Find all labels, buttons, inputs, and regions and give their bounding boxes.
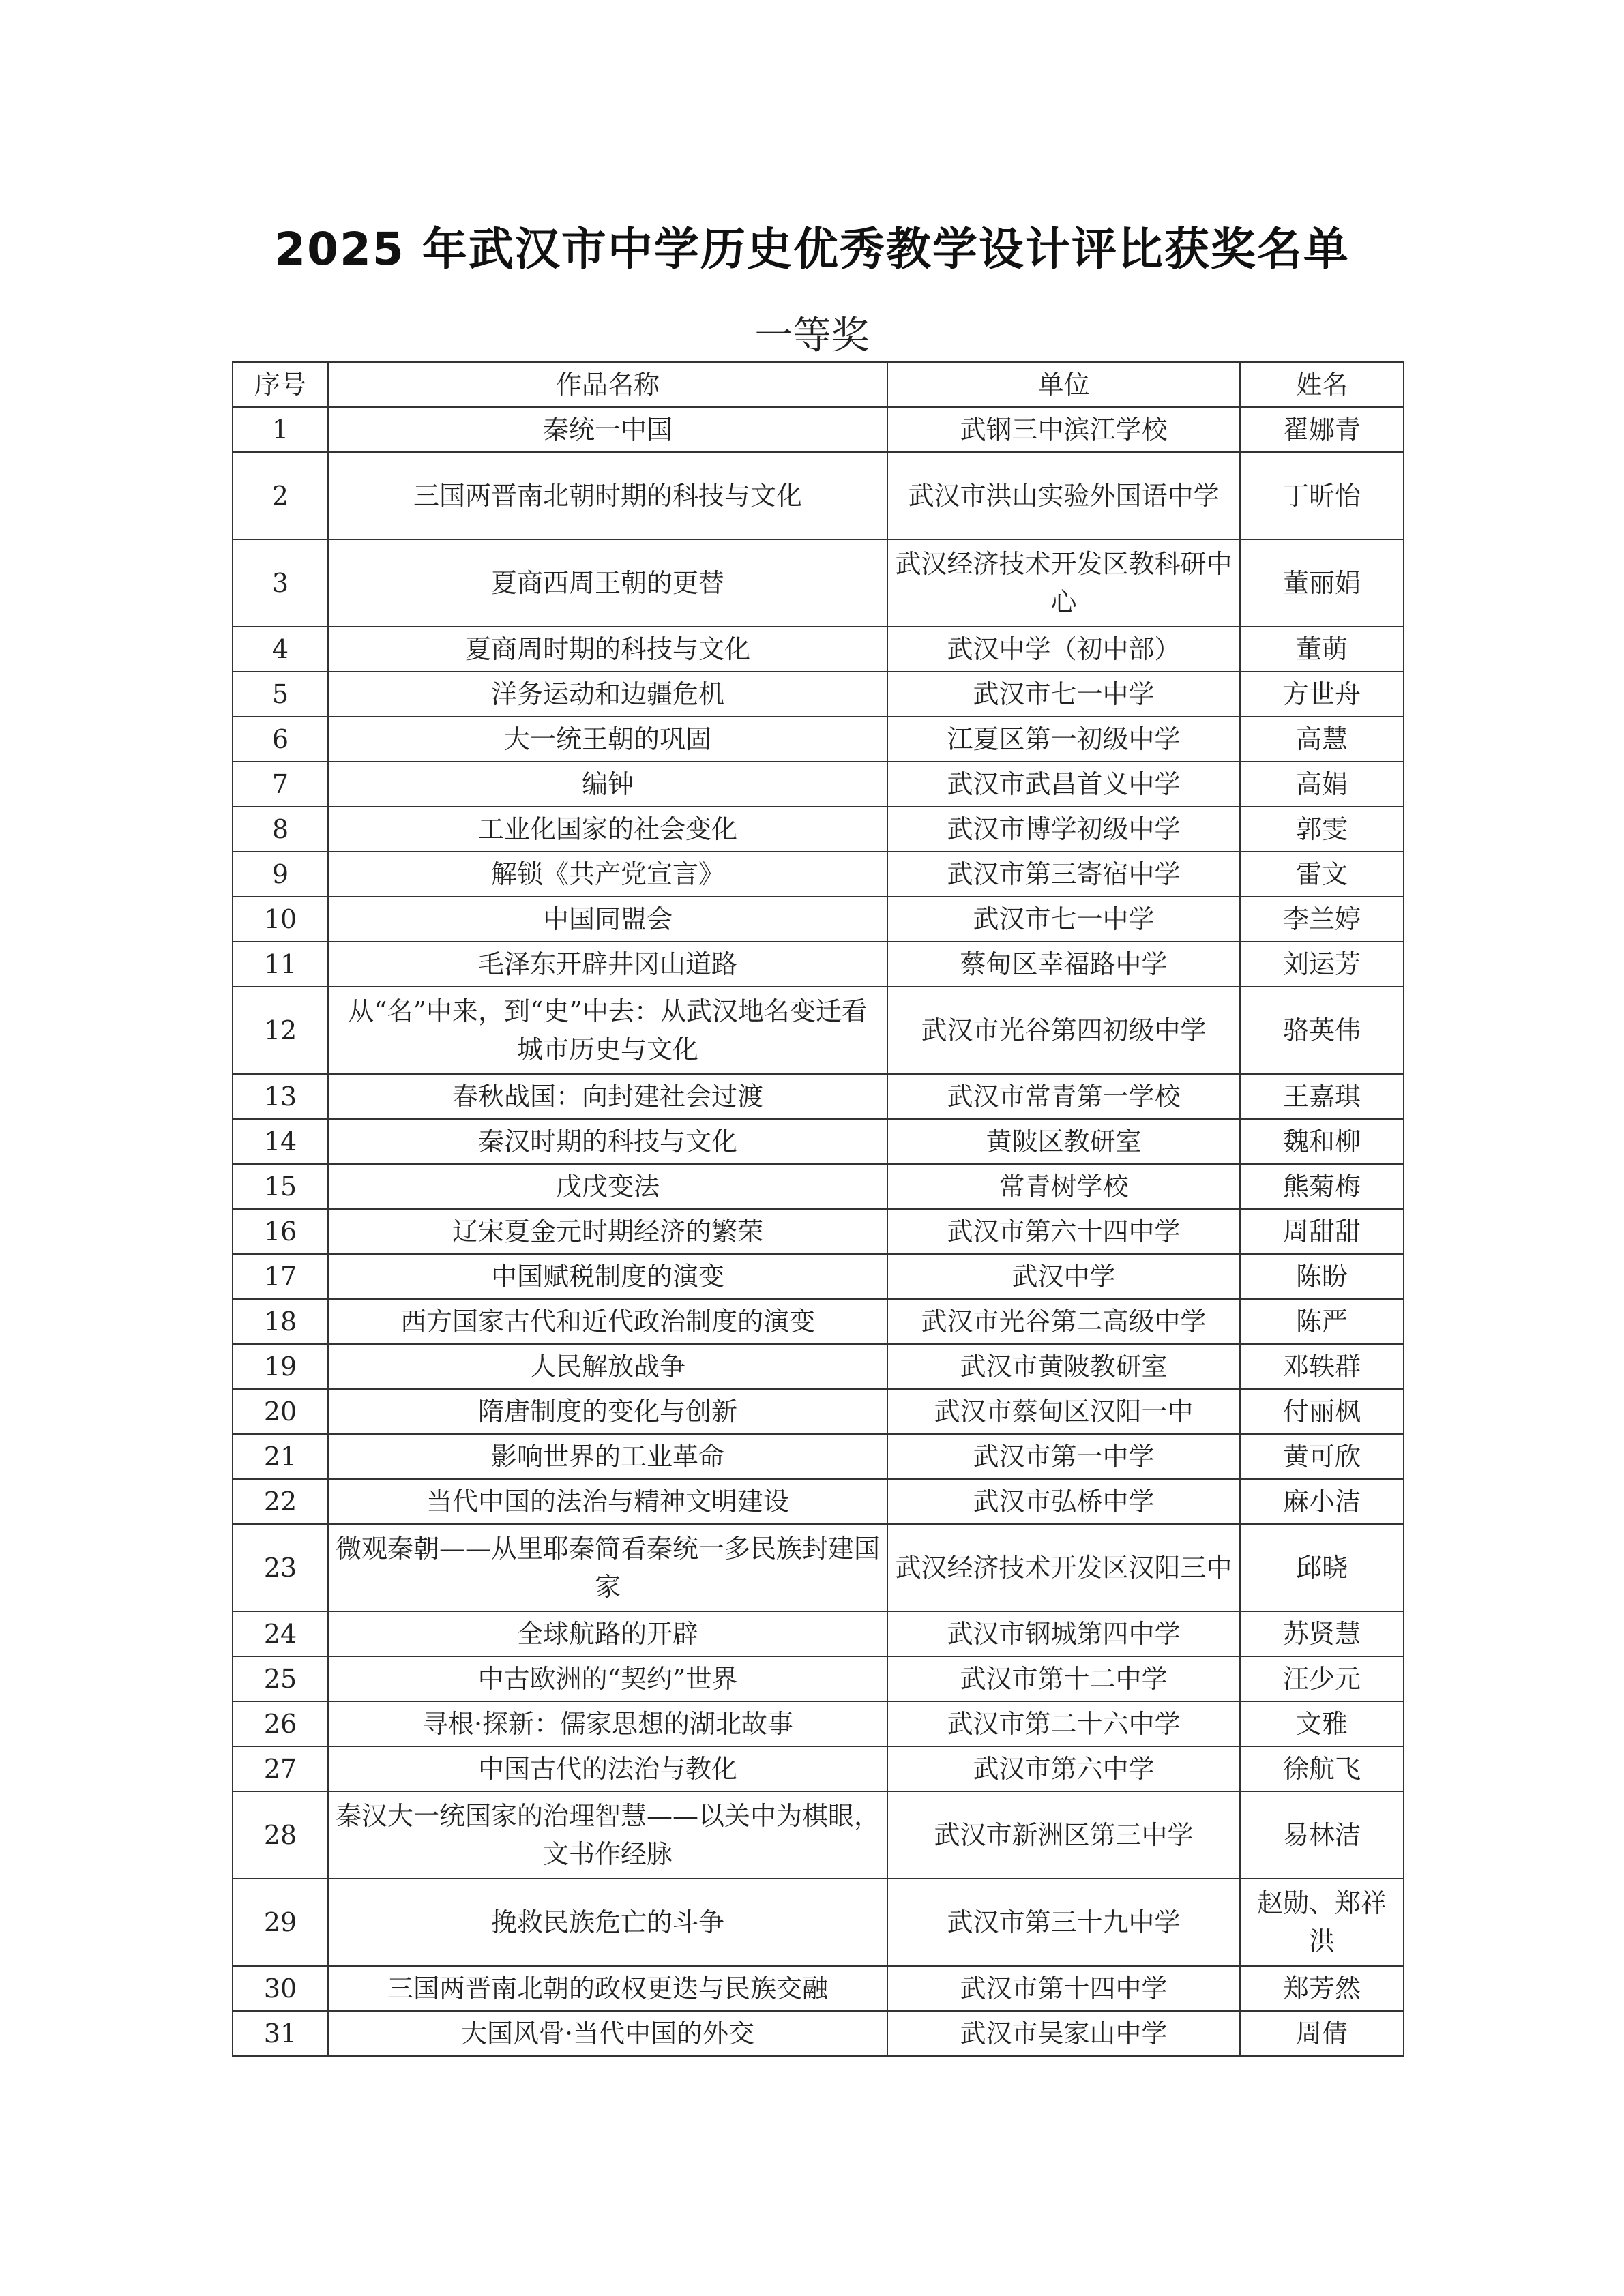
table-row — [233, 1791, 1404, 1879]
row-name: 丁昕怡 — [1240, 452, 1404, 539]
row-index: 25 — [233, 1656, 328, 1701]
row-organization: 武汉经济技术开发区汉阳三中 — [887, 1524, 1240, 1611]
table-row — [233, 987, 1404, 1074]
row-index: 2 — [233, 452, 328, 539]
row-index: 19 — [233, 1344, 328, 1389]
row-work-title: 辽宋夏金元时期经济的繁荣 — [328, 1209, 887, 1254]
table-row — [233, 452, 1404, 539]
row-name: 邓轶群 — [1240, 1344, 1404, 1389]
row-index: 8 — [233, 807, 328, 852]
header-name: 姓名 — [1240, 362, 1404, 407]
row-name: 付丽枫 — [1240, 1389, 1404, 1434]
row-name: 汪少元 — [1240, 1656, 1404, 1701]
row-work-title: 大国风骨·当代中国的外交 — [328, 2011, 887, 2056]
row-organization: 武汉市第十二中学 — [887, 1656, 1240, 1701]
row-index: 31 — [233, 2011, 328, 2056]
row-index: 1 — [233, 407, 328, 452]
row-index: 28 — [233, 1791, 328, 1879]
row-work-title: 工业化国家的社会变化 — [328, 807, 887, 852]
row-organization: 武钢三中滨江学校 — [887, 407, 1240, 452]
row-organization: 武汉市蔡甸区汉阳一中 — [887, 1389, 1240, 1434]
row-organization: 武汉市弘桥中学 — [887, 1479, 1240, 1524]
row-index: 23 — [233, 1524, 328, 1611]
row-organization: 武汉市钢城第四中学 — [887, 1611, 1240, 1656]
table-row — [233, 1164, 1404, 1209]
row-name: 赵勋、郑祥洪 — [1240, 1879, 1404, 1966]
row-index: 18 — [233, 1299, 328, 1344]
row-name: 苏贤慧 — [1240, 1611, 1404, 1656]
row-name: 翟娜青 — [1240, 407, 1404, 452]
row-index: 24 — [233, 1611, 328, 1656]
row-name: 徐航飞 — [1240, 1746, 1404, 1791]
row-name: 雷文 — [1240, 852, 1404, 897]
table-row — [233, 1879, 1404, 1966]
row-organization: 武汉市第六十四中学 — [887, 1209, 1240, 1254]
row-work-title: 隋唐制度的变化与创新 — [328, 1389, 887, 1434]
row-organization: 武汉市光谷第四初级中学 — [887, 987, 1240, 1074]
table-row — [233, 852, 1404, 897]
table-row — [233, 1746, 1404, 1791]
table-row — [233, 1701, 1404, 1746]
row-work-title: 当代中国的法治与精神文明建设 — [328, 1479, 887, 1524]
row-organization: 黄陂区教研室 — [887, 1119, 1240, 1164]
row-index: 7 — [233, 762, 328, 807]
row-index: 30 — [233, 1966, 328, 2011]
row-name: 骆英伟 — [1240, 987, 1404, 1074]
row-index: 17 — [233, 1254, 328, 1299]
row-work-title: 西方国家古代和近代政治制度的演变 — [328, 1299, 887, 1344]
row-organization: 武汉中学（初中部） — [887, 627, 1240, 672]
row-index: 9 — [233, 852, 328, 897]
row-work-title: 洋务运动和边疆危机 — [328, 672, 887, 717]
row-work-title: 春秋战国：向封建社会过渡 — [328, 1074, 887, 1119]
table-row — [233, 942, 1404, 987]
row-name: 魏和柳 — [1240, 1119, 1404, 1164]
row-index: 10 — [233, 897, 328, 942]
row-name: 陈严 — [1240, 1299, 1404, 1344]
row-name: 熊菊梅 — [1240, 1164, 1404, 1209]
table-row — [233, 2011, 1404, 2056]
row-index: 21 — [233, 1434, 328, 1479]
table-row — [233, 1299, 1404, 1344]
row-index: 11 — [233, 942, 328, 987]
row-index: 27 — [233, 1746, 328, 1791]
row-work-title: 挽救民族危亡的斗争 — [328, 1879, 887, 1966]
row-organization: 武汉市第一中学 — [887, 1434, 1240, 1479]
row-name: 周倩 — [1240, 2011, 1404, 2056]
row-work-title: 全球航路的开辟 — [328, 1611, 887, 1656]
row-index: 15 — [233, 1164, 328, 1209]
section-title: 一等奖 — [754, 314, 870, 358]
row-name: 方世舟 — [1240, 672, 1404, 717]
row-organization: 武汉市第二十六中学 — [887, 1701, 1240, 1746]
row-work-title: 中国同盟会 — [328, 897, 887, 942]
row-work-title: 编钟 — [328, 762, 887, 807]
row-organization: 武汉市武昌首义中学 — [887, 762, 1240, 807]
table-row — [233, 1966, 1404, 2011]
row-index: 4 — [233, 627, 328, 672]
row-work-title: 夏商西周王朝的更替 — [328, 539, 887, 627]
row-work-title: 解锁《共产党宣言》 — [328, 852, 887, 897]
row-index: 3 — [233, 539, 328, 627]
table-row — [233, 1656, 1404, 1701]
table-row — [233, 1344, 1404, 1389]
row-organization: 武汉中学 — [887, 1254, 1240, 1299]
table-row — [233, 897, 1404, 942]
row-name: 麻小洁 — [1240, 1479, 1404, 1524]
table-row — [233, 1389, 1404, 1434]
row-name: 郭雯 — [1240, 807, 1404, 852]
row-index: 14 — [233, 1119, 328, 1164]
row-organization: 江夏区第一初级中学 — [887, 717, 1240, 762]
row-work-title: 三国两晋南北朝的政权更迭与民族交融 — [328, 1966, 887, 2011]
table-row — [233, 627, 1404, 672]
row-name: 易林洁 — [1240, 1791, 1404, 1879]
row-organization: 常青树学校 — [887, 1164, 1240, 1209]
table-row — [233, 1074, 1404, 1119]
row-name: 李兰婷 — [1240, 897, 1404, 942]
row-name: 高慧 — [1240, 717, 1404, 762]
row-organization: 武汉市新洲区第三中学 — [887, 1791, 1240, 1879]
row-index: 5 — [233, 672, 328, 717]
table-row — [233, 807, 1404, 852]
row-index: 29 — [233, 1879, 328, 1966]
row-name: 王嘉琪 — [1240, 1074, 1404, 1119]
row-organization: 武汉市第三寄宿中学 — [887, 852, 1240, 897]
table-row — [233, 717, 1404, 762]
header-work-title: 作品名称 — [328, 362, 887, 407]
row-name: 文雅 — [1240, 1701, 1404, 1746]
row-work-title: 三国两晋南北朝时期的科技与文化 — [328, 452, 887, 539]
table-row — [233, 1119, 1404, 1164]
row-work-title: 大一统王朝的巩固 — [328, 717, 887, 762]
table-row — [233, 1524, 1404, 1611]
table-row — [233, 1254, 1404, 1299]
row-work-title: 中国赋税制度的演变 — [328, 1254, 887, 1299]
row-index: 12 — [233, 987, 328, 1074]
row-name: 董萌 — [1240, 627, 1404, 672]
table-row — [233, 407, 1404, 452]
row-work-title: 中古欧洲的“契约”世界 — [328, 1656, 887, 1701]
row-index: 22 — [233, 1479, 328, 1524]
row-work-title: 微观秦朝——从里耶秦简看秦统一多民族封建国家 — [328, 1524, 887, 1611]
row-work-title: 秦汉时期的科技与文化 — [328, 1119, 887, 1164]
table-row — [233, 1611, 1404, 1656]
row-work-title: 中国古代的法治与教化 — [328, 1746, 887, 1791]
table-header-row — [233, 362, 1404, 407]
table-row — [233, 1209, 1404, 1254]
row-index: 26 — [233, 1701, 328, 1746]
row-work-title: 影响世界的工业革命 — [328, 1434, 887, 1479]
row-organization: 蔡甸区幸福路中学 — [887, 942, 1240, 987]
row-index: 6 — [233, 717, 328, 762]
row-work-title: 戊戌变法 — [328, 1164, 887, 1209]
row-index: 16 — [233, 1209, 328, 1254]
row-organization: 武汉市吴家山中学 — [887, 2011, 1240, 2056]
row-index: 20 — [233, 1389, 328, 1434]
row-organization: 武汉市第十四中学 — [887, 1966, 1240, 2011]
row-organization: 武汉市洪山实验外国语中学 — [887, 452, 1240, 539]
table-row — [233, 1434, 1404, 1479]
row-name: 邱晓 — [1240, 1524, 1404, 1611]
row-organization: 武汉市光谷第二高级中学 — [887, 1299, 1240, 1344]
table-row — [233, 1479, 1404, 1524]
awards-table — [232, 361, 1404, 2057]
row-organization: 武汉市七一中学 — [887, 672, 1240, 717]
row-organization: 武汉经济技术开发区教科研中心 — [887, 539, 1240, 627]
row-work-title: 人民解放战争 — [328, 1344, 887, 1389]
row-name: 周甜甜 — [1240, 1209, 1404, 1254]
table-row — [233, 539, 1404, 627]
row-work-title: 毛泽东开辟井冈山道路 — [328, 942, 887, 987]
row-name: 董丽娟 — [1240, 539, 1404, 627]
row-index: 13 — [233, 1074, 328, 1119]
row-work-title: 夏商周时期的科技与文化 — [328, 627, 887, 672]
row-name: 刘运芳 — [1240, 942, 1404, 987]
row-work-title: 秦统一中国 — [328, 407, 887, 452]
row-name: 郑芳然 — [1240, 1966, 1404, 2011]
row-organization: 武汉市常青第一学校 — [887, 1074, 1240, 1119]
table-row — [233, 672, 1404, 717]
header-index: 序号 — [233, 362, 328, 407]
row-organization: 武汉市黄陂教研室 — [887, 1344, 1240, 1389]
row-name: 陈盼 — [1240, 1254, 1404, 1299]
row-name: 黄可欣 — [1240, 1434, 1404, 1479]
header-organization: 单位 — [887, 362, 1240, 407]
row-organization: 武汉市七一中学 — [887, 897, 1240, 942]
row-organization: 武汉市博学初级中学 — [887, 807, 1240, 852]
row-work-title: 从“名”中来，到“史”中去：从武汉地名变迁看城市历史与文化 — [328, 987, 887, 1074]
page-title: 2025 年武汉市中学历史优秀教学设计评比获奖名单 — [274, 223, 1350, 275]
row-organization: 武汉市第六中学 — [887, 1746, 1240, 1791]
row-name: 高娟 — [1240, 762, 1404, 807]
row-organization: 武汉市第三十九中学 — [887, 1879, 1240, 1966]
table-row — [233, 762, 1404, 807]
row-work-title: 秦汉大一统国家的治理智慧——以关中为棋眼，文书作经脉 — [328, 1791, 887, 1879]
row-work-title: 寻根·探新：儒家思想的湖北故事 — [328, 1701, 887, 1746]
